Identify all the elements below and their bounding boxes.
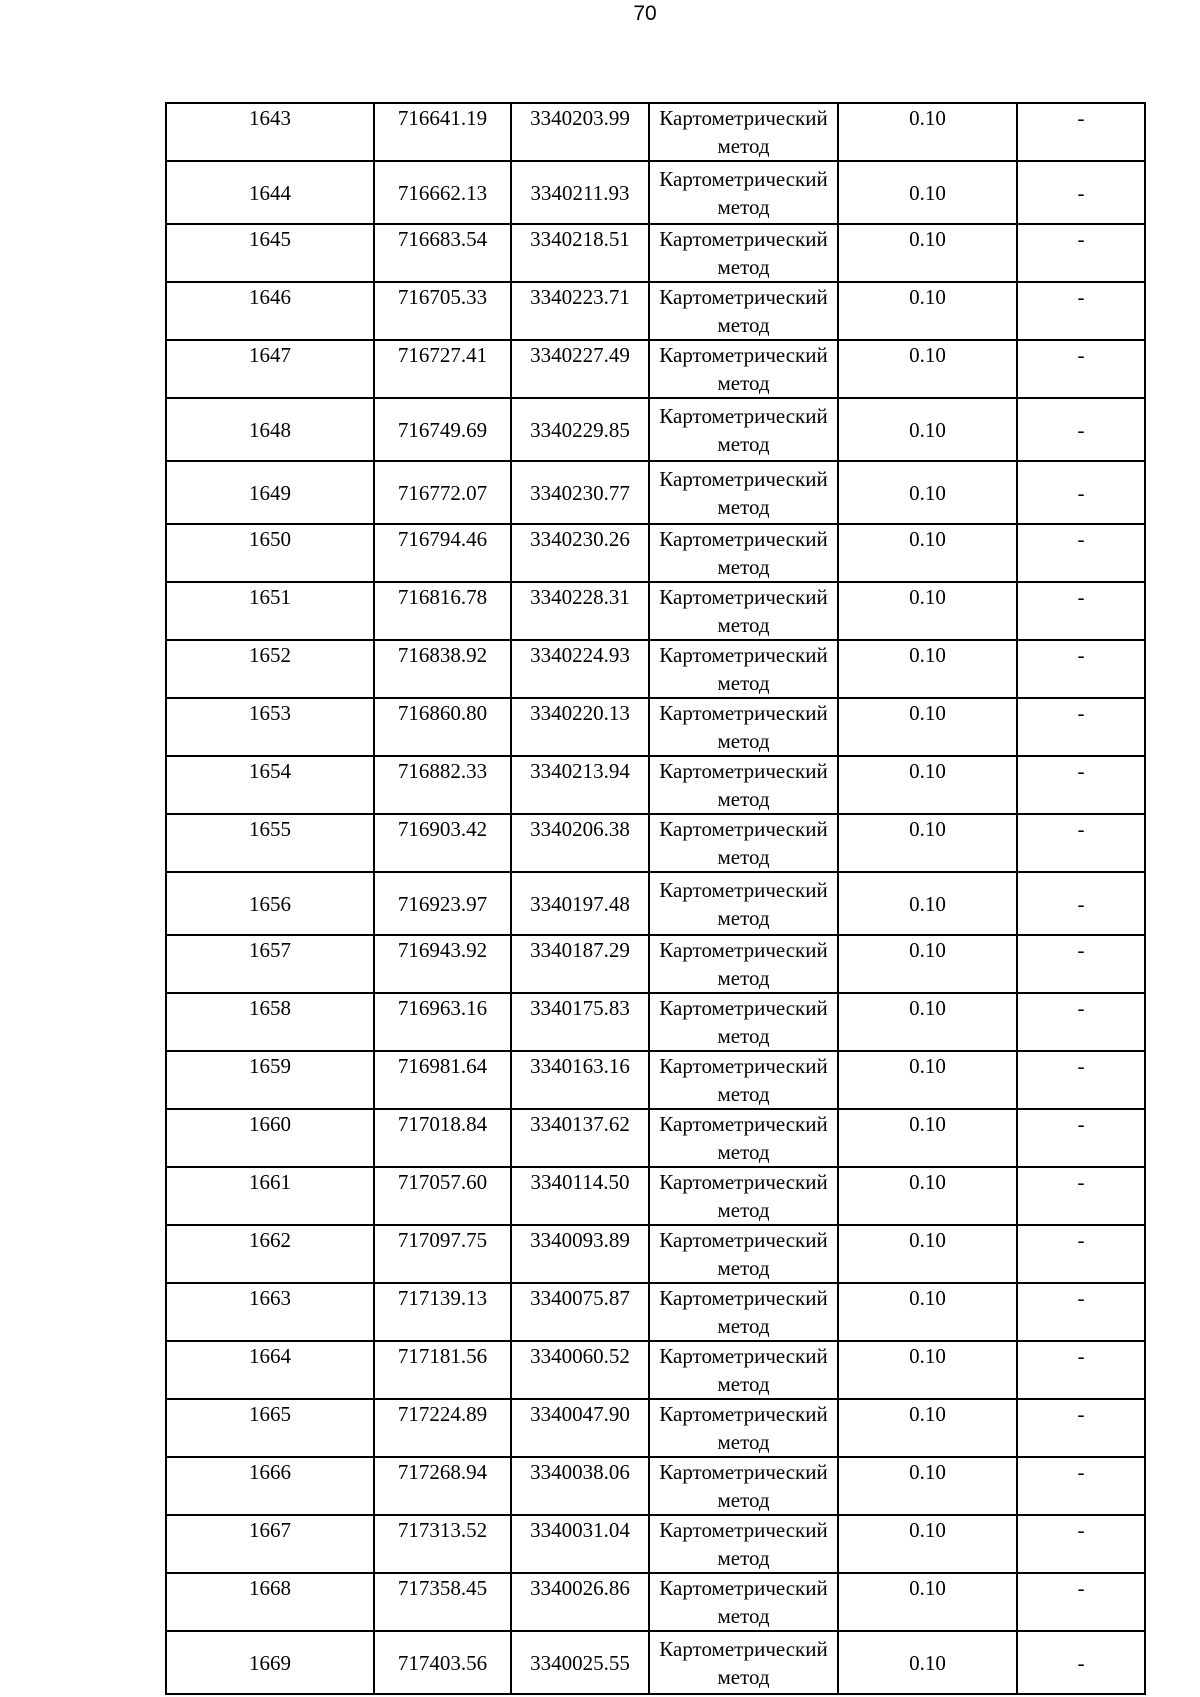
note-cell: - [1017,756,1145,814]
accuracy-cell: 0.10 [838,524,1017,582]
accuracy-cell: 0.10 [838,1573,1017,1631]
point-number-cell: 1660 [166,1109,374,1167]
y-coordinate-cell: 3340229.85 [511,398,649,461]
method-cell: Картометрический метод [649,1573,838,1631]
y-coordinate-cell: 3340038.06 [511,1457,649,1515]
table-row [166,582,1145,640]
y-coordinate-cell: 3340224.93 [511,640,649,698]
accuracy-cell: 0.10 [838,698,1017,756]
point-number-cell: 1643 [166,103,374,161]
y-coordinate-cell: 3340175.83 [511,993,649,1051]
method-cell: Картометрический метод [649,1341,838,1399]
x-coordinate-cell: 717268.94 [374,1457,511,1515]
note-cell: - [1017,640,1145,698]
table-row [166,935,1145,993]
point-number-cell: 1654 [166,756,374,814]
table-row [166,340,1145,398]
method-cell: Картометрический метод [649,698,838,756]
accuracy-cell: 0.10 [838,993,1017,1051]
table-row [166,1341,1145,1399]
x-coordinate-cell: 717018.84 [374,1109,511,1167]
y-coordinate-cell: 3340026.86 [511,1573,649,1631]
point-number-cell: 1666 [166,1457,374,1515]
y-coordinate-cell: 3340114.50 [511,1167,649,1225]
x-coordinate-cell: 717313.52 [374,1515,511,1573]
point-number-cell: 1653 [166,698,374,756]
method-cell: Картометрический метод [649,1457,838,1515]
x-coordinate-cell: 716749.69 [374,398,511,461]
note-cell: - [1017,103,1145,161]
accuracy-cell: 0.10 [838,582,1017,640]
accuracy-cell: 0.10 [838,1515,1017,1573]
x-coordinate-cell: 716794.46 [374,524,511,582]
point-number-cell: 1665 [166,1399,374,1457]
note-cell: - [1017,461,1145,524]
point-number-cell: 1652 [166,640,374,698]
y-coordinate-cell: 3340075.87 [511,1283,649,1341]
point-number-cell: 1664 [166,1341,374,1399]
point-number-cell: 1663 [166,1283,374,1341]
note-cell: - [1017,161,1145,224]
method-cell: Картометрический метод [649,103,838,161]
method-cell: Картометрический метод [649,524,838,582]
method-cell: Картометрический метод [649,1515,838,1573]
x-coordinate-cell: 717139.13 [374,1283,511,1341]
y-coordinate-cell: 3340230.26 [511,524,649,582]
method-cell: Картометрический метод [649,461,838,524]
method-cell: Картометрический метод [649,582,838,640]
x-coordinate-cell: 716816.78 [374,582,511,640]
x-coordinate-cell: 716923.97 [374,872,511,935]
note-cell: - [1017,814,1145,872]
table-row [166,524,1145,582]
y-coordinate-cell: 3340211.93 [511,161,649,224]
method-cell: Картометрический метод [649,161,838,224]
table-row [166,461,1145,524]
note-cell: - [1017,935,1145,993]
method-cell: Картометрический метод [649,756,838,814]
table-row [166,224,1145,282]
point-number-cell: 1667 [166,1515,374,1573]
method-cell: Картометрический метод [649,398,838,461]
note-cell: - [1017,1399,1145,1457]
accuracy-cell: 0.10 [838,340,1017,398]
note-cell: - [1017,1341,1145,1399]
x-coordinate-cell: 716943.92 [374,935,511,993]
y-coordinate-cell: 3340228.31 [511,582,649,640]
y-coordinate-cell: 3340206.38 [511,814,649,872]
method-cell: Картометрический метод [649,993,838,1051]
y-coordinate-cell: 3340203.99 [511,103,649,161]
method-cell: Картометрический метод [649,935,838,993]
y-coordinate-cell: 3340163.16 [511,1051,649,1109]
x-coordinate-cell: 716963.16 [374,993,511,1051]
point-number-cell: 1669 [166,1631,374,1694]
y-coordinate-cell: 3340218.51 [511,224,649,282]
method-cell: Картометрический метод [649,814,838,872]
accuracy-cell: 0.10 [838,103,1017,161]
table-row [166,1631,1145,1694]
x-coordinate-cell: 716981.64 [374,1051,511,1109]
y-coordinate-cell: 3340187.29 [511,935,649,993]
accuracy-cell: 0.10 [838,398,1017,461]
y-coordinate-cell: 3340031.04 [511,1515,649,1573]
note-cell: - [1017,993,1145,1051]
note-cell: - [1017,1457,1145,1515]
table-row [166,640,1145,698]
y-coordinate-cell: 3340025.55 [511,1631,649,1694]
method-cell: Картометрический метод [649,872,838,935]
note-cell: - [1017,1573,1145,1631]
note-cell: - [1017,398,1145,461]
accuracy-cell: 0.10 [838,1051,1017,1109]
point-number-cell: 1668 [166,1573,374,1631]
point-number-cell: 1648 [166,398,374,461]
method-cell: Картометрический метод [649,1225,838,1283]
note-cell: - [1017,872,1145,935]
note-cell: - [1017,1283,1145,1341]
y-coordinate-cell: 3340137.62 [511,1109,649,1167]
accuracy-cell: 0.10 [838,1457,1017,1515]
note-cell: - [1017,282,1145,340]
x-coordinate-cell: 717057.60 [374,1167,511,1225]
accuracy-cell: 0.10 [838,1109,1017,1167]
accuracy-cell: 0.10 [838,756,1017,814]
accuracy-cell: 0.10 [838,935,1017,993]
table-row [166,756,1145,814]
point-number-cell: 1650 [166,524,374,582]
method-cell: Картометрический метод [649,224,838,282]
accuracy-cell: 0.10 [838,1341,1017,1399]
table-row [166,872,1145,935]
y-coordinate-cell: 3340230.77 [511,461,649,524]
point-number-cell: 1659 [166,1051,374,1109]
note-cell: - [1017,698,1145,756]
x-coordinate-cell: 717181.56 [374,1341,511,1399]
point-number-cell: 1647 [166,340,374,398]
point-number-cell: 1656 [166,872,374,935]
x-coordinate-cell: 716641.19 [374,103,511,161]
point-number-cell: 1651 [166,582,374,640]
note-cell: - [1017,224,1145,282]
point-number-cell: 1649 [166,461,374,524]
point-number-cell: 1657 [166,935,374,993]
table-row [166,1399,1145,1457]
note-cell: - [1017,1109,1145,1167]
x-coordinate-cell: 716860.80 [374,698,511,756]
note-cell: - [1017,1631,1145,1694]
table-row [166,1167,1145,1225]
table-row [166,993,1145,1051]
method-cell: Картометрический метод [649,340,838,398]
x-coordinate-cell: 716662.13 [374,161,511,224]
accuracy-cell: 0.10 [838,814,1017,872]
accuracy-cell: 0.10 [838,872,1017,935]
accuracy-cell: 0.10 [838,1167,1017,1225]
y-coordinate-cell: 3340227.49 [511,340,649,398]
accuracy-cell: 0.10 [838,1283,1017,1341]
table-row [166,282,1145,340]
method-cell: Картометрический метод [649,282,838,340]
y-coordinate-cell: 3340047.90 [511,1399,649,1457]
point-number-cell: 1645 [166,224,374,282]
table-row [166,698,1145,756]
x-coordinate-cell: 716727.41 [374,340,511,398]
note-cell: - [1017,524,1145,582]
accuracy-cell: 0.10 [838,1399,1017,1457]
note-cell: - [1017,1515,1145,1573]
x-coordinate-cell: 717224.89 [374,1399,511,1457]
accuracy-cell: 0.10 [838,161,1017,224]
x-coordinate-cell: 717358.45 [374,1573,511,1631]
x-coordinate-cell: 716838.92 [374,640,511,698]
table-row [166,1457,1145,1515]
point-number-cell: 1662 [166,1225,374,1283]
table-row [166,1573,1145,1631]
accuracy-cell: 0.10 [838,224,1017,282]
point-number-cell: 1658 [166,993,374,1051]
method-cell: Картометрический метод [649,640,838,698]
y-coordinate-cell: 3340060.52 [511,1341,649,1399]
note-cell: - [1017,340,1145,398]
method-cell: Картометрический метод [649,1167,838,1225]
coordinates-table [165,102,1146,1695]
y-coordinate-cell: 3340223.71 [511,282,649,340]
y-coordinate-cell: 3340220.13 [511,698,649,756]
page-number: 70 [633,2,657,25]
x-coordinate-cell: 716705.33 [374,282,511,340]
note-cell: - [1017,1225,1145,1283]
x-coordinate-cell: 716772.07 [374,461,511,524]
accuracy-cell: 0.10 [838,1631,1017,1694]
table-row [166,1225,1145,1283]
method-cell: Картометрический метод [649,1051,838,1109]
method-cell: Картометрический метод [649,1283,838,1341]
method-cell: Картометрический метод [649,1399,838,1457]
x-coordinate-cell: 717403.56 [374,1631,511,1694]
x-coordinate-cell: 716903.42 [374,814,511,872]
table-row [166,814,1145,872]
y-coordinate-cell: 3340197.48 [511,872,649,935]
accuracy-cell: 0.10 [838,640,1017,698]
y-coordinate-cell: 3340093.89 [511,1225,649,1283]
table-row [166,1051,1145,1109]
table-row [166,1109,1145,1167]
method-cell: Картометрический метод [649,1109,838,1167]
point-number-cell: 1655 [166,814,374,872]
table-row [166,1515,1145,1573]
accuracy-cell: 0.10 [838,461,1017,524]
table-row [166,161,1145,224]
method-cell: Картометрический метод [649,1631,838,1694]
note-cell: - [1017,582,1145,640]
x-coordinate-cell: 716683.54 [374,224,511,282]
y-coordinate-cell: 3340213.94 [511,756,649,814]
accuracy-cell: 0.10 [838,282,1017,340]
table-row [166,1283,1145,1341]
accuracy-cell: 0.10 [838,1225,1017,1283]
table-row [166,398,1145,461]
x-coordinate-cell: 716882.33 [374,756,511,814]
table-row [166,103,1145,161]
note-cell: - [1017,1051,1145,1109]
point-number-cell: 1661 [166,1167,374,1225]
coordinates-table-body [166,103,1145,1694]
x-coordinate-cell: 717097.75 [374,1225,511,1283]
point-number-cell: 1644 [166,161,374,224]
note-cell: - [1017,1167,1145,1225]
point-number-cell: 1646 [166,282,374,340]
